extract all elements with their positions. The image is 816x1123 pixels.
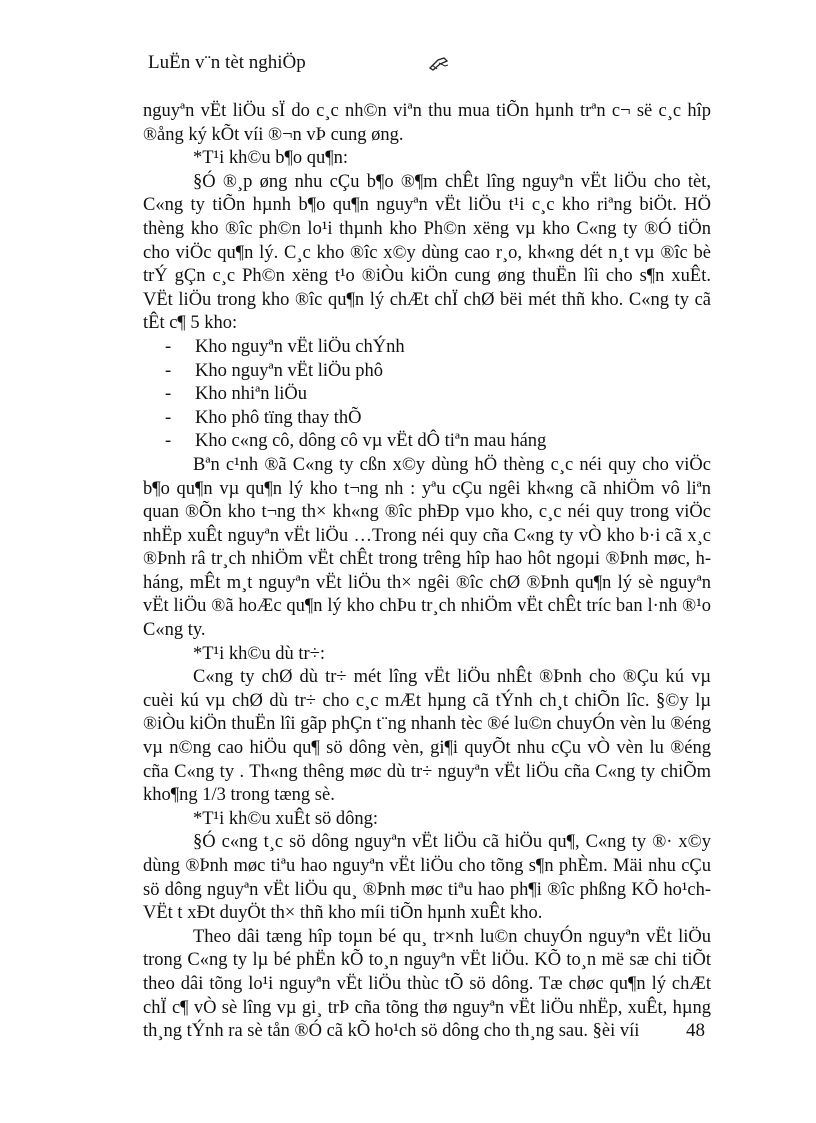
section-heading-usage: *T¹i kh©u xuÊt sö dông:: [193, 808, 379, 829]
paragraph: §Ó c«ng t¸c sö dông nguyªn vËt liÖu cã hiÖu qu¶, C«ng ty ®· x©y dùng ®Þnh møc tiªu hao nguyªn vËt liÖu cho tõng s¶n phÈm. Mäi nhu cÇu sö dông nguyªn vËt liÖu qu¸ ®Þnh møc tiªu hao ph¶i ®îc phßng KÕ ho¹ch-VËt t xÐt duyÖt th× thñ kho míi tiÕn hµnh xuÊt kho.: [143, 832, 711, 924]
paragraph: Bªn c¹nh ®ã C«ng ty cßn x©y dùng hÖ thèng c¸c néi quy cho viÖc b¶o qu¶n vµ qu¶n lý kho t¬ng nh : yªu cÇu ngêi kh«ng cã nhiÖm vô liªn quan ®Õn kho t¬ng th× kh«ng ®îc phÐp vµo kho, c¸c néi quy trong viÖc nhËp xuÊt nguyªn vËt liÖu …Trong néi quy cña C«ng ty vÒ kho b·i cã x¸c ®Þnh râ tr¸ch nhiÖm vËt chÊt trong trêng hîp hao hôt ngoµi ®Þnh møc, h háng, mÊt m¸t nguyªn vËt liÖu th× ngêi ®îc chØ ®Þnh qu¶n lý sè nguyªn vËt liÖu ®ã hoÆc qu¶n lý kho chÞu tr¸ch nhiÖm vËt chÊt tríc ban l·nh ®¹o C«ng ty.: [143, 454, 711, 641]
page-number: 48: [686, 1020, 705, 1041]
list-item-text: Kho nhiªn liÖu: [195, 384, 307, 405]
document-body: [143, 100, 711, 1044]
list-item-text: Kho nguyªn vËt liÖu phô: [195, 360, 384, 381]
paragraph: §Ó ®¸p øng nhu cÇu b¶o ®¶m chÊt lîng nguyªn vËt liÖu cho tèt, C«ng ty tiÕn hµnh b¶o qu¶n nguyªn vËt liÖu t¹i c¸c kho riªng biÖt. HÖ thèng kho ®îc ph©n lo¹i thµnh kho Ph©n xëng vµ kho C«ng ty ®Ó tiÖn cho viÖc qu¶n lý. C¸c kho ®îc x©y dùng cao r¸o, kh«ng dét n¸t vµ ®îc bè trÝ gÇn c¸c Ph©n xëng t¹o ®iÒu kiÖn cung øng thuËn lîi cho s¶n xuÊt. VËt liÖu trong kho ®îc qu¶n lý chÆt chÏ chØ bëi mét thñ kho. C«ng ty cã tÊt c¶ 5 kho:: [143, 171, 711, 334]
running-header: LuËn v¨n tèt nghiÖp: [148, 52, 306, 73]
paragraph: Theo dâi tæng hîp toµn bé qu¸ tr×nh lu©n chuyÓn nguyªn vËt liÖu trong C«ng ty lµ bé phËn kÕ to¸n nguyªn vËt liÖu. KÕ to¸n më sæ chi tiÕt theo dâi tõng lo¹i nguyªn vËt liÖu thùc tÕ sö dông. Tæ chøc qu¶n lý chÆt chÏ c¶ vÒ sè lîng vµ gi¸ trÞ cña tõng thø nguyªn vËt liÖu nhËp, xuÊt, hµng th¸ng tÝnh ra sè tån ®Ó cã kÕ ho¹ch sö dông cho th¸ng sau. §èi víi: [143, 926, 711, 1042]
list-item: - Kho nhiªn liÖu: [165, 384, 307, 405]
section-heading-reserve: *T¹i kh©u dù tr÷:: [193, 643, 326, 664]
list-item: - Kho nguyªn vËt liÖu chÝnh: [165, 336, 405, 357]
list-item-text: Kho phô tïng thay thÕ: [195, 407, 362, 428]
paragraph: C«ng ty chØ dù tr÷ mét lîng vËt liÖu nhÊt ®Þnh cho ®Çu kú vµ cuèi kú vµ chØ dù tr÷ cho c¸c mÆt hµng cã tÝnh ch¸t chiÕn lîc. §©y lµ ®iÒu kiÖn thuËn lîi gãp phÇn t¨ng nhanh tèc ®é lu©n chuyÓn vèn lu ®éng vµ n©ng cao hiÖu qu¶ sö dông vèn, gi¶i quyÕt nhu cÇu vÒ vèn lu ®éng cña C«ng ty . Th«ng thêng møc dù tr÷ nguyªn vËt liÖu cña C«ng ty chiÕm kho¶ng 1/3 trong tæng sè.: [143, 667, 711, 806]
list-item: - Kho phô tïng thay thÕ: [165, 407, 362, 428]
paragraph: nguyªn vËt liÖu sÏ do c¸c nh©n viªn thu mua tiÕn hµnh trªn c¬ së c¸c hîp ®ång ký kÕt víi ®¬n vÞ cung øng.: [143, 101, 711, 145]
list-item: - Kho nguyªn vËt liÖu phô: [165, 360, 384, 381]
warehouse-list: [143, 336, 711, 454]
list-item-text: Kho c«ng cô, dông cô vµ vËt dÔ tiªn mau háng: [195, 431, 547, 452]
list-item-text: Kho nguyªn vËt liÖu chÝnh: [195, 336, 405, 357]
handwriting-icon: [428, 54, 450, 72]
list-item: - Kho c«ng cô, dông cô vµ vËt dÔ tiªn mau háng: [165, 431, 547, 452]
section-heading-storage: *T¹i kh©u b¶o qu¶n:: [193, 148, 349, 169]
